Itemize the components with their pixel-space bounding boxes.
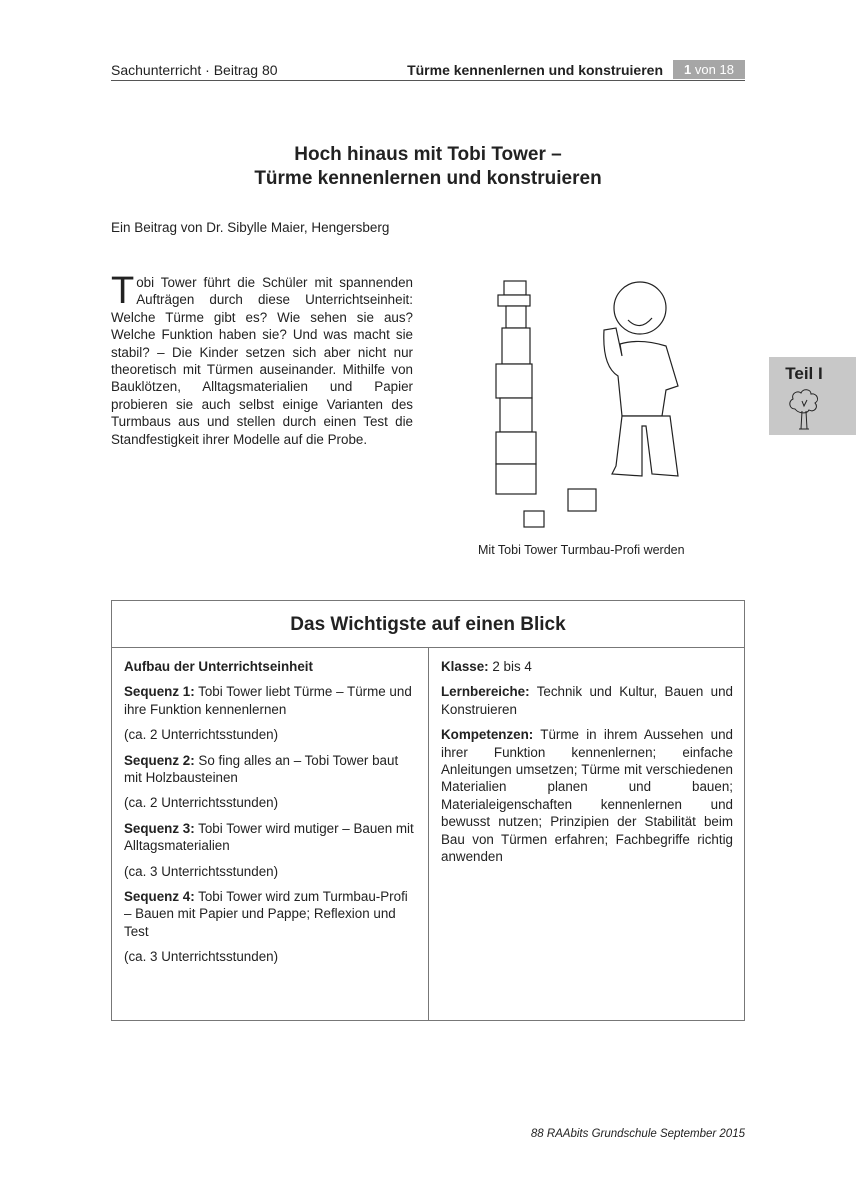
section-tab-label: Teil I <box>785 364 823 383</box>
intro-paragraph <box>111 270 413 448</box>
sequence-duration: (ca. 2 Unterrichtsstunden) <box>124 795 279 811</box>
sequence-item: Sequenz 3: Tobi Tower wird mutiger – Bauen mit Alltagsmaterialien <box>124 820 414 854</box>
page-current: 1 <box>684 62 692 77</box>
title-line-2: Türme kennenlernen und konstruieren <box>254 168 602 189</box>
sequence-duration: (ca. 3 Unterrichtsstunden) <box>124 949 279 965</box>
topic-label: Türme kennenlernen und konstruieren <box>407 62 663 78</box>
page-indicator <box>673 60 745 79</box>
overview-title: Das Wichtigste auf einen Blick <box>112 601 744 648</box>
boy-figure <box>604 282 678 476</box>
tower-illustration <box>482 266 692 531</box>
sequence-item: Sequenz 2: So fing alles an – Tobi Tower baut mit Holzbausteinen <box>124 752 399 786</box>
block <box>568 489 596 511</box>
block-tower <box>496 281 536 494</box>
sequence-duration: (ca. 2 Unterrichtsstunden) <box>124 727 279 743</box>
grade-level: Klasse: 2 bis 4 <box>441 659 532 674</box>
running-header <box>111 60 745 81</box>
title-line-1: Hoch hinaus mit Tobi Tower – <box>294 144 562 165</box>
dropcap: T <box>111 270 135 312</box>
footer-publication: 88 RAAbits Grundschule September 2015 <box>530 1128 745 1140</box>
tree-icon <box>787 387 821 431</box>
structure-heading: Aufbau der Unterrichtseinheit <box>124 659 313 674</box>
section-tab <box>769 357 856 435</box>
page-title <box>111 143 745 191</box>
structure-column <box>112 648 429 1020</box>
overview-box <box>111 600 745 1021</box>
sequence-duration: (ca. 3 Unterrichtsstunden) <box>124 863 279 879</box>
byline: Ein Beitrag von Dr. Sibylle Maier, Hengersberg <box>111 220 390 235</box>
competencies: Kompetenzen: Türme in ihrem Aussehen und ihrer Funktion kennenlernen; einfache Anleitungen umsetzen; Türme mit verschiedenen Materialien planen und bauen; Materialeigenschaften kennenlernen und bewusst nutzen; Prinzipien der Stabilität beim Bau von Türmen erfahren; Fachbegriffe richtig anwenden <box>441 727 733 865</box>
learning-areas: Lernbereiche: Technik und Kultur, Bauen und Konstruieren <box>441 684 733 717</box>
series-label: Sachunterricht · Beitrag 80 <box>111 62 278 78</box>
sequence-item: Sequenz 4: Tobi Tower wird zum Turmbau-Profi – Bauen mit Papier und Pappe; Reflexion und Test <box>124 889 408 939</box>
block <box>524 511 544 527</box>
page-total: von 18 <box>694 62 734 77</box>
illustration-caption: Mit Tobi Tower Turmbau-Profi werden <box>478 543 685 557</box>
intro-text: obi Tower führt die Schüler mit spannenden Aufträgen durch diese Unterrichtseinheit: Welche Türme gibt es? Wie sehen sie aus? Welche Funktion haben sie? Und was macht sie stabil? – Die Kinder setzen sich aber nicht nur theoretisch mit Türmen auseinander. Mithilfe von Bauklötzen, Alltagsmaterialien und Papier probieren sie auch selbst einige Varianten des Turmbaus aus und stellen durch einen Test die Standfestigkeit ihrer Modelle auf die Probe. <box>111 275 413 447</box>
details-column <box>429 648 745 1020</box>
sequence-item: Sequenz 1: Tobi Tower liebt Türme – Türme und ihre Funktion kennenlernen <box>124 684 412 717</box>
